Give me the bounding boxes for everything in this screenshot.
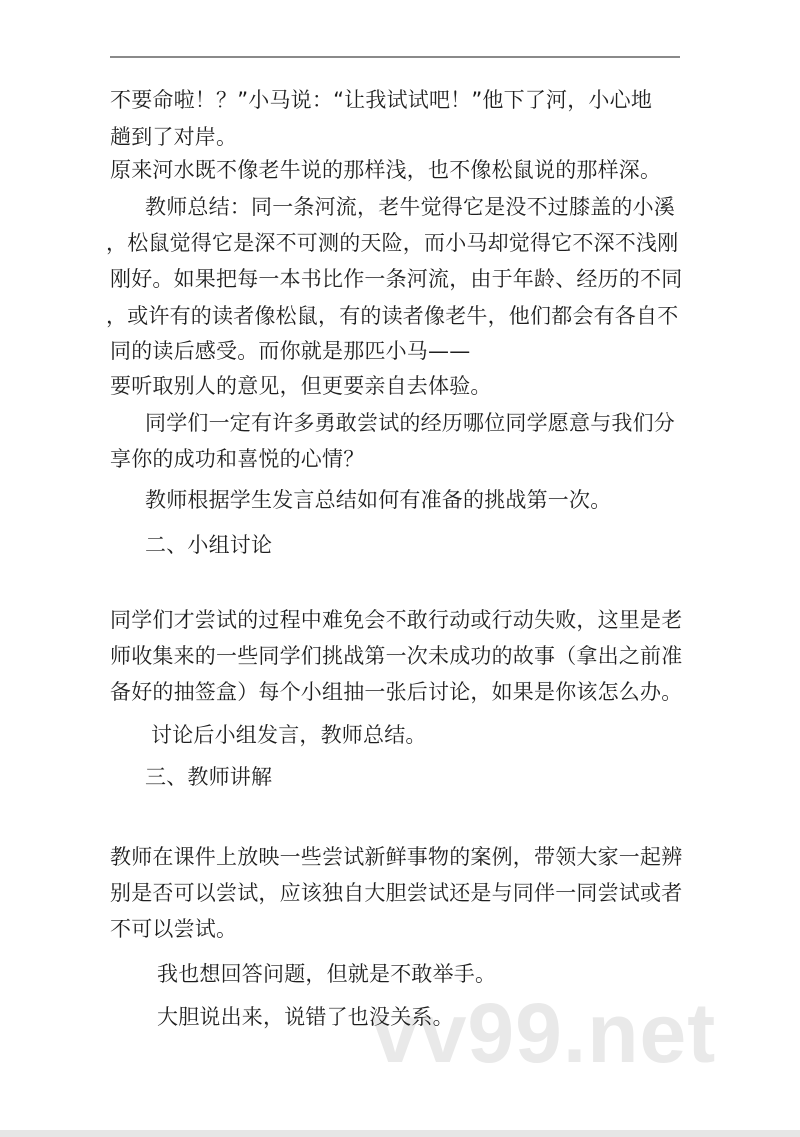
text-line: 别是否可以尝试，应该独自大胆尝试还是与同伴一同尝试或者 <box>110 881 683 905</box>
text-line: 同的读后感受。而你就是那匹小马—— <box>110 339 471 363</box>
text-line: 同学们才尝试的过程中难免会不敢行动或行动失败，这里是老 <box>110 608 683 632</box>
header-rule <box>110 56 680 58</box>
section-heading: 三、教师讲解 <box>145 765 273 789</box>
text-line: 教师总结：同一条河流，老牛觉得它是没不过膝盖的小溪 <box>145 195 675 219</box>
text-line: 不可以尝试。 <box>110 917 238 941</box>
text-line: 不要命啦！？”小马说：“让我试试吧！”他下了河，小心地 <box>110 88 653 112</box>
text-line: 备好的抽签盒）每个小组抽一张后讨论，如果是你该怎么办。 <box>110 680 683 704</box>
text-line: 原来河水既不像老牛说的那样浅，也不像松鼠说的那样深。 <box>110 158 662 182</box>
watermark: vv99.net <box>372 986 717 1080</box>
text-line: 要听取别人的意见，但更要亲自去体验。 <box>110 374 492 398</box>
page-bottom-edge <box>0 1130 800 1137</box>
text-line: 同学们一定有许多勇敢尝试的经历哪位同学愿意与我们分 <box>145 411 675 435</box>
text-line: 大胆说出来，说错了也没关系。 <box>157 1005 454 1029</box>
section-heading: 二、小组讨论 <box>145 533 273 557</box>
text-line: ，松鼠觉得它是深不可测的天险，而小马却觉得它不深不浅刚 <box>106 231 679 255</box>
text-line: 教师根据学生发言总结如何有准备的挑战第一次。 <box>145 488 612 512</box>
text-line: ，或许有的读者像松鼠，有的读者像老牛，他们都会有各自不 <box>106 304 679 328</box>
text-line: 教师在课件上放映一些尝试新鲜事物的案例，带领大家一起辨 <box>110 845 683 869</box>
text-line: 我也想回答问题，但就是不敢举手。 <box>157 962 497 986</box>
text-line: 趟到了对岸。 <box>110 125 238 149</box>
text-line: 享你的成功和喜悦的心情？ <box>110 447 365 471</box>
text-line: 讨论后小组发言，教师总结。 <box>151 723 427 747</box>
text-line: 师收集来的一些同学们挑战第一次未成功的故事（拿出之前准 <box>110 644 683 668</box>
text-line: 刚好。如果把每一本书比作一条河流，由于年龄、经历的不同 <box>110 267 683 291</box>
